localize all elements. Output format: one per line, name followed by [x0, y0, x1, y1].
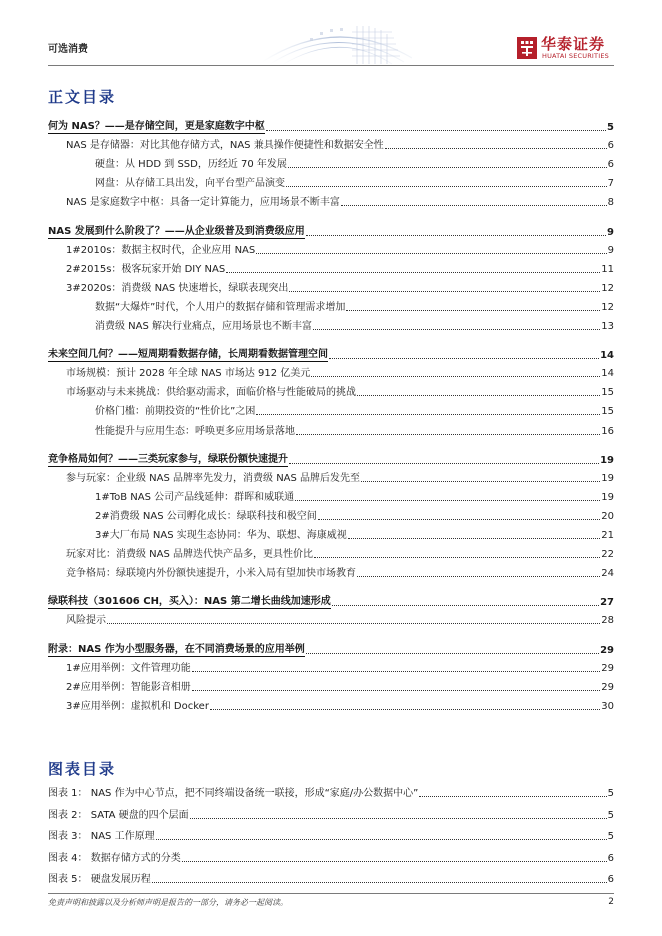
- logo-chinese-text: 华泰证券: [541, 35, 606, 53]
- toc-leader-dots: [266, 128, 606, 131]
- toc-entry[interactable]: [66, 681, 614, 694]
- toc-leader-dots: [357, 574, 600, 577]
- figure-entry[interactable]: [48, 830, 614, 843]
- toc-entry-page: 29: [601, 662, 614, 674]
- toc-entry-page: 28: [601, 615, 614, 627]
- toc-entry-page: 16: [601, 425, 614, 437]
- toc-entry[interactable]: [66, 367, 614, 380]
- toc-leader-dots: [256, 412, 600, 415]
- toc-entry-page: 21: [601, 530, 614, 541]
- figure-entry[interactable]: [48, 809, 614, 822]
- toc-entry-title: 2#应用举例：智能影音相册: [66, 681, 191, 693]
- toc-entry-title: 竞争格局：绿联境内外份额快速提升，小米入局有望加快市场教育: [66, 568, 356, 580]
- figure-entry[interactable]: [48, 852, 614, 865]
- toc-title: 正文目录: [48, 88, 117, 106]
- toc-leader-dots: [192, 669, 601, 672]
- toc-entry-page: 11: [601, 263, 614, 275]
- toc-entry-title: 3#2020s：消费级 NAS 快速增长，绿联表现突出: [66, 282, 289, 294]
- toc-entry[interactable]: [66, 139, 614, 152]
- toc-entry[interactable]: [66, 567, 614, 580]
- figure-leader-dots: [190, 816, 607, 819]
- logo-english-text: HUATAI SECURITIES: [542, 52, 609, 60]
- toc-leader-dots: [311, 374, 600, 377]
- toc-leader-dots: [332, 603, 599, 606]
- toc-entry-page: 13: [601, 321, 614, 332]
- toc-entry-page: 6: [607, 140, 614, 152]
- toc-entry-title: 硬盘：从 HDD 到 SSD，历经近 70 年发展: [95, 159, 287, 171]
- toc-leader-dots: [306, 651, 599, 654]
- toc-leader-dots: [286, 184, 607, 187]
- toc-entry[interactable]: [48, 453, 614, 467]
- figure-leader-dots: [156, 837, 607, 840]
- toc-entry[interactable]: [95, 529, 614, 542]
- toc-entry-title: 1#应用举例：文件管理功能: [66, 662, 191, 674]
- toc-leader-dots: [314, 555, 600, 558]
- toc-entry-title: 附录：NAS 作为小型服务器，在不同消费场景的应用举例: [48, 643, 305, 655]
- figure-entry-page: 6: [607, 874, 614, 885]
- figure-entry[interactable]: [48, 787, 614, 800]
- toc-entry[interactable]: [48, 348, 614, 362]
- toc-entry[interactable]: [48, 643, 614, 657]
- toc-entry[interactable]: [66, 662, 614, 675]
- toc-entry-title: 绿联科技（301606 CH，买入）：NAS 第二增长曲线加速形成: [48, 596, 331, 608]
- toc-entry-title: 3#应用举例：虚拟机和 Docker: [66, 700, 209, 712]
- toc-entry-title: 3#大厂布局 NAS 实现生态协同：华为、联想、海康威视: [95, 530, 347, 541]
- report-category: 可选消费: [48, 44, 88, 55]
- toc-leader-dots: [107, 621, 600, 624]
- toc-entry-title: 网盘：从存储工具出发，向平台型产品演变: [95, 178, 285, 190]
- toc-leader-dots: [361, 479, 600, 482]
- toc-entry-title: 价格门槛：前期投资的“性价比”之困: [95, 406, 256, 418]
- toc-entry-title: 消费级 NAS 解决行业痛点，应用场景也不断丰富: [95, 321, 313, 332]
- toc-entry-title: 风险提示: [66, 615, 106, 627]
- toc-entry-page: 19: [601, 472, 614, 484]
- figure-leader-dots: [152, 880, 607, 883]
- footer-divider: [48, 893, 614, 894]
- figure-entry-page: 6: [607, 852, 614, 864]
- toc-entry-page: 14: [601, 368, 614, 380]
- figure-entry-page: 5: [607, 809, 614, 821]
- toc-leader-dots: [295, 498, 600, 501]
- toc-entry-title: 2#2015s：极客玩家开始 DIY NAS: [66, 263, 226, 275]
- page-number: 2: [608, 897, 614, 907]
- toc-entry[interactable]: [48, 225, 614, 239]
- toc-entry-title: 1#2010s：数据主权时代，企业应用 NAS: [66, 244, 256, 256]
- toc-entry-page: 30: [601, 700, 614, 712]
- toc-entry-page: 12: [601, 282, 614, 294]
- toc-entry-page: 15: [601, 387, 614, 399]
- toc-entry-title: 未来空间几何？——短周期看数据存储，长周期看数据管理空间: [48, 349, 328, 361]
- toc-entry-title: 市场规模：预计 2028 年全球 NAS 市场达 912 亿美元: [66, 368, 311, 380]
- figure-entry-title: 图表 5： 硬盘发展历程: [48, 874, 151, 885]
- toc-leader-dots: [256, 251, 606, 254]
- toc-entry-page: 19: [601, 491, 614, 503]
- toc-leader-dots: [357, 393, 600, 396]
- toc-entry-page: 6: [607, 159, 614, 171]
- toc-entry-title: NAS 是存储器：对比其他存储方式，NAS 兼具操作便捷性和数据安全性: [66, 140, 384, 152]
- toc-entry[interactable]: [95, 491, 614, 504]
- toc-leader-dots: [385, 146, 607, 149]
- figure-entry[interactable]: [48, 873, 614, 886]
- toc-entry-page: 7: [607, 178, 614, 190]
- figure-entry-title: 图表 4： 数据存储方式的分类: [48, 852, 181, 864]
- toc-entry-page: 24: [601, 568, 614, 580]
- toc-entry[interactable]: [66, 263, 614, 276]
- toc-leader-dots: [289, 289, 600, 292]
- figure-leader-dots: [419, 794, 606, 797]
- toc-entry-title: 竞争格局如何？——三类玩家参与，绿联份额快速提升: [48, 453, 288, 465]
- toc-entry[interactable]: [95, 158, 614, 171]
- toc-entry-page: 29: [600, 644, 614, 656]
- header-decoration-graphic: [262, 20, 412, 66]
- figures-index-title: 图表目录: [48, 760, 117, 778]
- toc-leader-dots: [329, 356, 599, 359]
- toc-entry[interactable]: [48, 120, 614, 134]
- toc-entry-page: 9: [607, 244, 614, 256]
- figure-entry-title: 图表 2： SATA 硬盘的四个层面: [48, 809, 189, 821]
- toc-entry-title: 玩家对比：消费级 NAS 品牌迭代快产品多，更具性价比: [66, 549, 314, 561]
- toc-entry-page: 27: [600, 597, 614, 609]
- toc-leader-dots: [348, 536, 600, 539]
- toc-leader-dots: [341, 203, 607, 206]
- toc-entry-title: 市场驱动与未来挑战：供给驱动需求，面临价格与性能破局的挑战: [66, 387, 356, 399]
- toc-entry-page: 12: [601, 301, 614, 313]
- toc-leader-dots: [210, 707, 600, 710]
- toc-leader-dots: [346, 308, 600, 311]
- figure-entry-page: 5: [607, 831, 614, 842]
- toc-entry[interactable]: [66, 196, 614, 209]
- huatai-logo-icon: [517, 35, 537, 59]
- toc-entry-page: 19: [600, 454, 614, 466]
- toc-leader-dots: [296, 432, 600, 435]
- toc-leader-dots: [288, 165, 607, 168]
- toc-entry[interactable]: [66, 548, 614, 561]
- footer-disclaimer: 免责声明和披露以及分析师声明是报告的一部分，请务必一起阅读。: [48, 898, 288, 907]
- toc-leader-dots: [306, 233, 606, 236]
- toc-leader-dots: [289, 461, 599, 464]
- toc-entry[interactable]: [66, 614, 614, 627]
- toc-entry[interactable]: [95, 320, 614, 333]
- toc-entry-title: NAS 是家庭数字中枢：具备一定计算能力，应用场景不断丰富: [66, 197, 340, 209]
- toc-entry-title: 数据“大爆炸”时代，个人用户的数据存储和管理需求增加: [95, 301, 346, 313]
- toc-entry[interactable]: [66, 282, 614, 295]
- figure-entry-title: 图表 3： NAS 工作原理: [48, 831, 155, 842]
- toc-entry-page: 29: [601, 681, 614, 693]
- toc-entry[interactable]: [95, 425, 614, 438]
- toc-entry-title: 性能提升与应用生态：呼唤更多应用场景落地: [95, 425, 295, 437]
- toc-entry-title: 2#消费级 NAS 公司孵化成长：绿联科技和极空间: [95, 510, 317, 522]
- toc-leader-dots: [318, 517, 600, 520]
- toc-leader-dots: [192, 688, 601, 691]
- toc-entry[interactable]: [95, 510, 614, 523]
- toc-entry-page: 9: [607, 226, 614, 238]
- toc-entry[interactable]: [95, 177, 614, 190]
- toc-entry[interactable]: [66, 386, 614, 399]
- toc-entry[interactable]: [66, 244, 614, 257]
- toc-entry[interactable]: [66, 700, 614, 713]
- toc-entry-page: 22: [601, 549, 614, 561]
- toc-entry-page: 14: [600, 350, 614, 362]
- toc-entry[interactable]: [95, 301, 614, 314]
- toc-entry[interactable]: [48, 595, 614, 609]
- header-divider: [48, 65, 614, 66]
- page-header: [0, 0, 662, 70]
- toc-entry-title: 1#ToB NAS 公司产品线延伸：群晖和威联通: [95, 491, 295, 503]
- toc-entry-page: 8: [607, 197, 614, 209]
- toc-entry-title: 参与玩家：企业级 NAS 品牌率先发力，消费级 NAS 品牌后发先至: [66, 472, 361, 484]
- toc-entry[interactable]: [95, 405, 614, 418]
- toc-entry-page: 5: [607, 122, 614, 133]
- figure-leader-dots: [182, 859, 607, 862]
- toc-leader-dots: [313, 327, 600, 330]
- toc-entry-title: 何为 NAS？——是存储空间，更是家庭数字中枢: [48, 121, 265, 132]
- figure-entry-title: 图表 1： NAS 作为中心节点，把不同终端设备统一联接，形成“家庭/办公数据中心”: [48, 788, 419, 799]
- figure-entry-page: 5: [607, 788, 614, 799]
- toc-entry-page: 20: [601, 510, 614, 522]
- toc-leader-dots: [226, 270, 600, 273]
- toc-entry-page: 15: [601, 406, 614, 418]
- toc-entry[interactable]: [66, 472, 614, 485]
- toc-entry-title: NAS 发展到什么阶段了？——从企业级普及到消费级应用: [48, 225, 305, 237]
